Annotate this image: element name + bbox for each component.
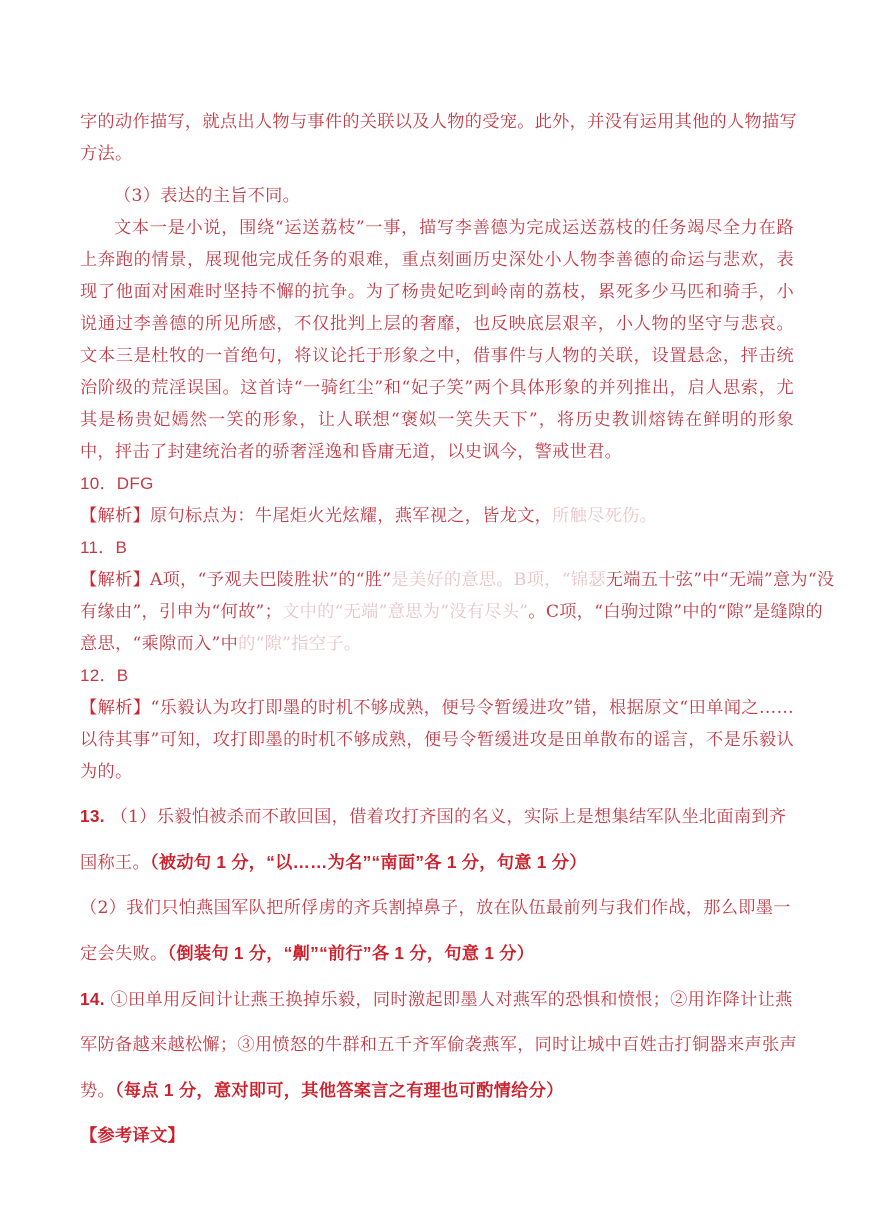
question-13-part-1-cont [80, 840, 794, 886]
question-14-line-1 [80, 977, 794, 1023]
analysis-label: 【解析】 [80, 506, 150, 526]
question-11-analysis-line-2 [80, 596, 823, 628]
question-10-analysis [80, 500, 794, 532]
analysis-faded-text: 的“隙”指空子。 [238, 634, 362, 654]
analysis-faded-text: 是美好的意思。B项，“锦瑟 [391, 570, 606, 590]
part-label: （1） [110, 807, 157, 827]
text-line: 方法。 [80, 144, 133, 164]
answer-text: ①田单用反间计让燕王换掉乐毅，同时激起即墨人对燕军的恐惧和愤恨；②用诈降计让燕 [110, 990, 793, 1010]
reference-translation-heading: 【参考译文】 [80, 1126, 185, 1146]
section3-intro [80, 106, 797, 170]
question-14-line-2: 军防备越来越松懈；③用愤怒的牛群和五千齐军偷袭燕军，同时让城中百姓击打铜器来声张声 [80, 1035, 797, 1055]
question-13-part-1 [80, 794, 794, 840]
question-14-line-3 [80, 1068, 794, 1114]
question-13-number: 13. [80, 806, 105, 826]
analysis-text: 原句标点为：牛尾炬火光炫耀，燕军视之，皆龙文， [149, 506, 553, 526]
analysis-text: 意思，“乘隙而入”中 [80, 634, 239, 654]
analysis-label: 【解析】 [80, 570, 150, 590]
analysis-text: 。C项，“白驹过隙”中的“隙”是缝隙的 [528, 602, 823, 622]
question-13-part-2 [80, 886, 794, 931]
question-10-answer: 10．DFG [80, 474, 154, 493]
point3-paragraph: 文本一是小说，围绕“运送荔枝”一事，描写李善德为完成运送荔枝的任务竭尽全力在路上奔跑的情景，展现他完成任务的艰难，重点刻画历史深处小人物李善德的命运与悲欢，表现了他面对困难时坚持不懈的抗争。为了杨贵妃吃到岭南的荔枝，累死多少马匹和骑手，小说通过李善德的所见所感，不仅批判上层的奢靡，也反映底层艰辛，小人物的坚守与悲哀。文本三是杜牧的一首绝句，将议论托于形象之中，借事件与人物的关联，设置悬念，抨击统治阶级的荒淫误国。这首诗“一骑红尘”和“妃子笑”两个具体形象的并列推出，启人思索，尤其是杨贵妃嫣然一笑的形象，让人联想“褒姒一笑失天下”，将历史教训熔铸在鲜明的形象中，抨击了封建统治者的骄奢淫逸和昏庸无道，以史讽今，警戒世君。 [80, 218, 794, 462]
question-13 [80, 794, 794, 977]
point3-label: （3）表达的主旨不同。 [114, 186, 301, 206]
part-label: （2） [80, 898, 127, 918]
question-11 [80, 532, 835, 660]
analysis-text: A项，“予观夫巴陵胜状”的“胜” [149, 570, 392, 590]
answer-text: 势。 [80, 1081, 115, 1101]
question-12-answer: 12．B [80, 666, 129, 685]
question-11-analysis-line-1 [80, 564, 835, 596]
question-13-part-2-cont [80, 931, 794, 977]
part-text: 定会失败。 [80, 944, 168, 964]
question-12 [80, 660, 794, 788]
part-text: 国称王。 [80, 853, 150, 873]
question-10 [80, 468, 794, 532]
analysis-text: 有缘由”，引申为“何故”； [80, 602, 283, 622]
analysis-faded-text: 所触尽死伤。 [552, 506, 658, 526]
text-line: 字的动作描写，就点出人物与事件的关联以及人物的受宠。此外，并没有运用其他的人物描写 [80, 112, 797, 132]
scoring-note: （倒装句 1 分，“劓”“前行”各 1 分，句意 1 分） [167, 943, 535, 963]
scoring-note: （每点 1 分，意对即可，其他答案言之有理也可酌情给分） [114, 1080, 564, 1100]
analysis-text: 无端五十弦”中“无端”意为“没 [605, 570, 835, 590]
answer-document [80, 106, 835, 1159]
analysis-faded-text: 文中的“无端”意思为“没有尽头” [282, 602, 529, 622]
question-12-analysis [80, 692, 794, 788]
question-14-number: 14. [80, 989, 105, 1009]
question-11-analysis-line-3 [80, 628, 794, 660]
question-11-answer: 11．B [80, 538, 128, 557]
scoring-note: （被动句 1 分，“以……为名”“南面”各 1 分，句意 1 分） [149, 852, 587, 872]
part-text: 乐毅怕被杀而不敢回国，借着攻打齐国的名义，实际上是想集结军队坐北面南到齐 [156, 807, 787, 827]
analysis-text: “乐毅认为攻打即墨的时机不够成熟，便号令暂缓进攻”错，根据原文“田单闻之……以待其事”可知，攻打即墨的时机不够成熟，便号令暂缓进攻是田单散布的谣言，不是乐毅认为的。 [80, 698, 795, 782]
analysis-label: 【解析】 [80, 698, 151, 718]
question-14 [80, 977, 797, 1114]
part-text: 我们只怕燕国军队把所俘虏的齐兵割掉鼻子，放在队伍最前列与我们作战，那么即墨一 [126, 898, 791, 918]
